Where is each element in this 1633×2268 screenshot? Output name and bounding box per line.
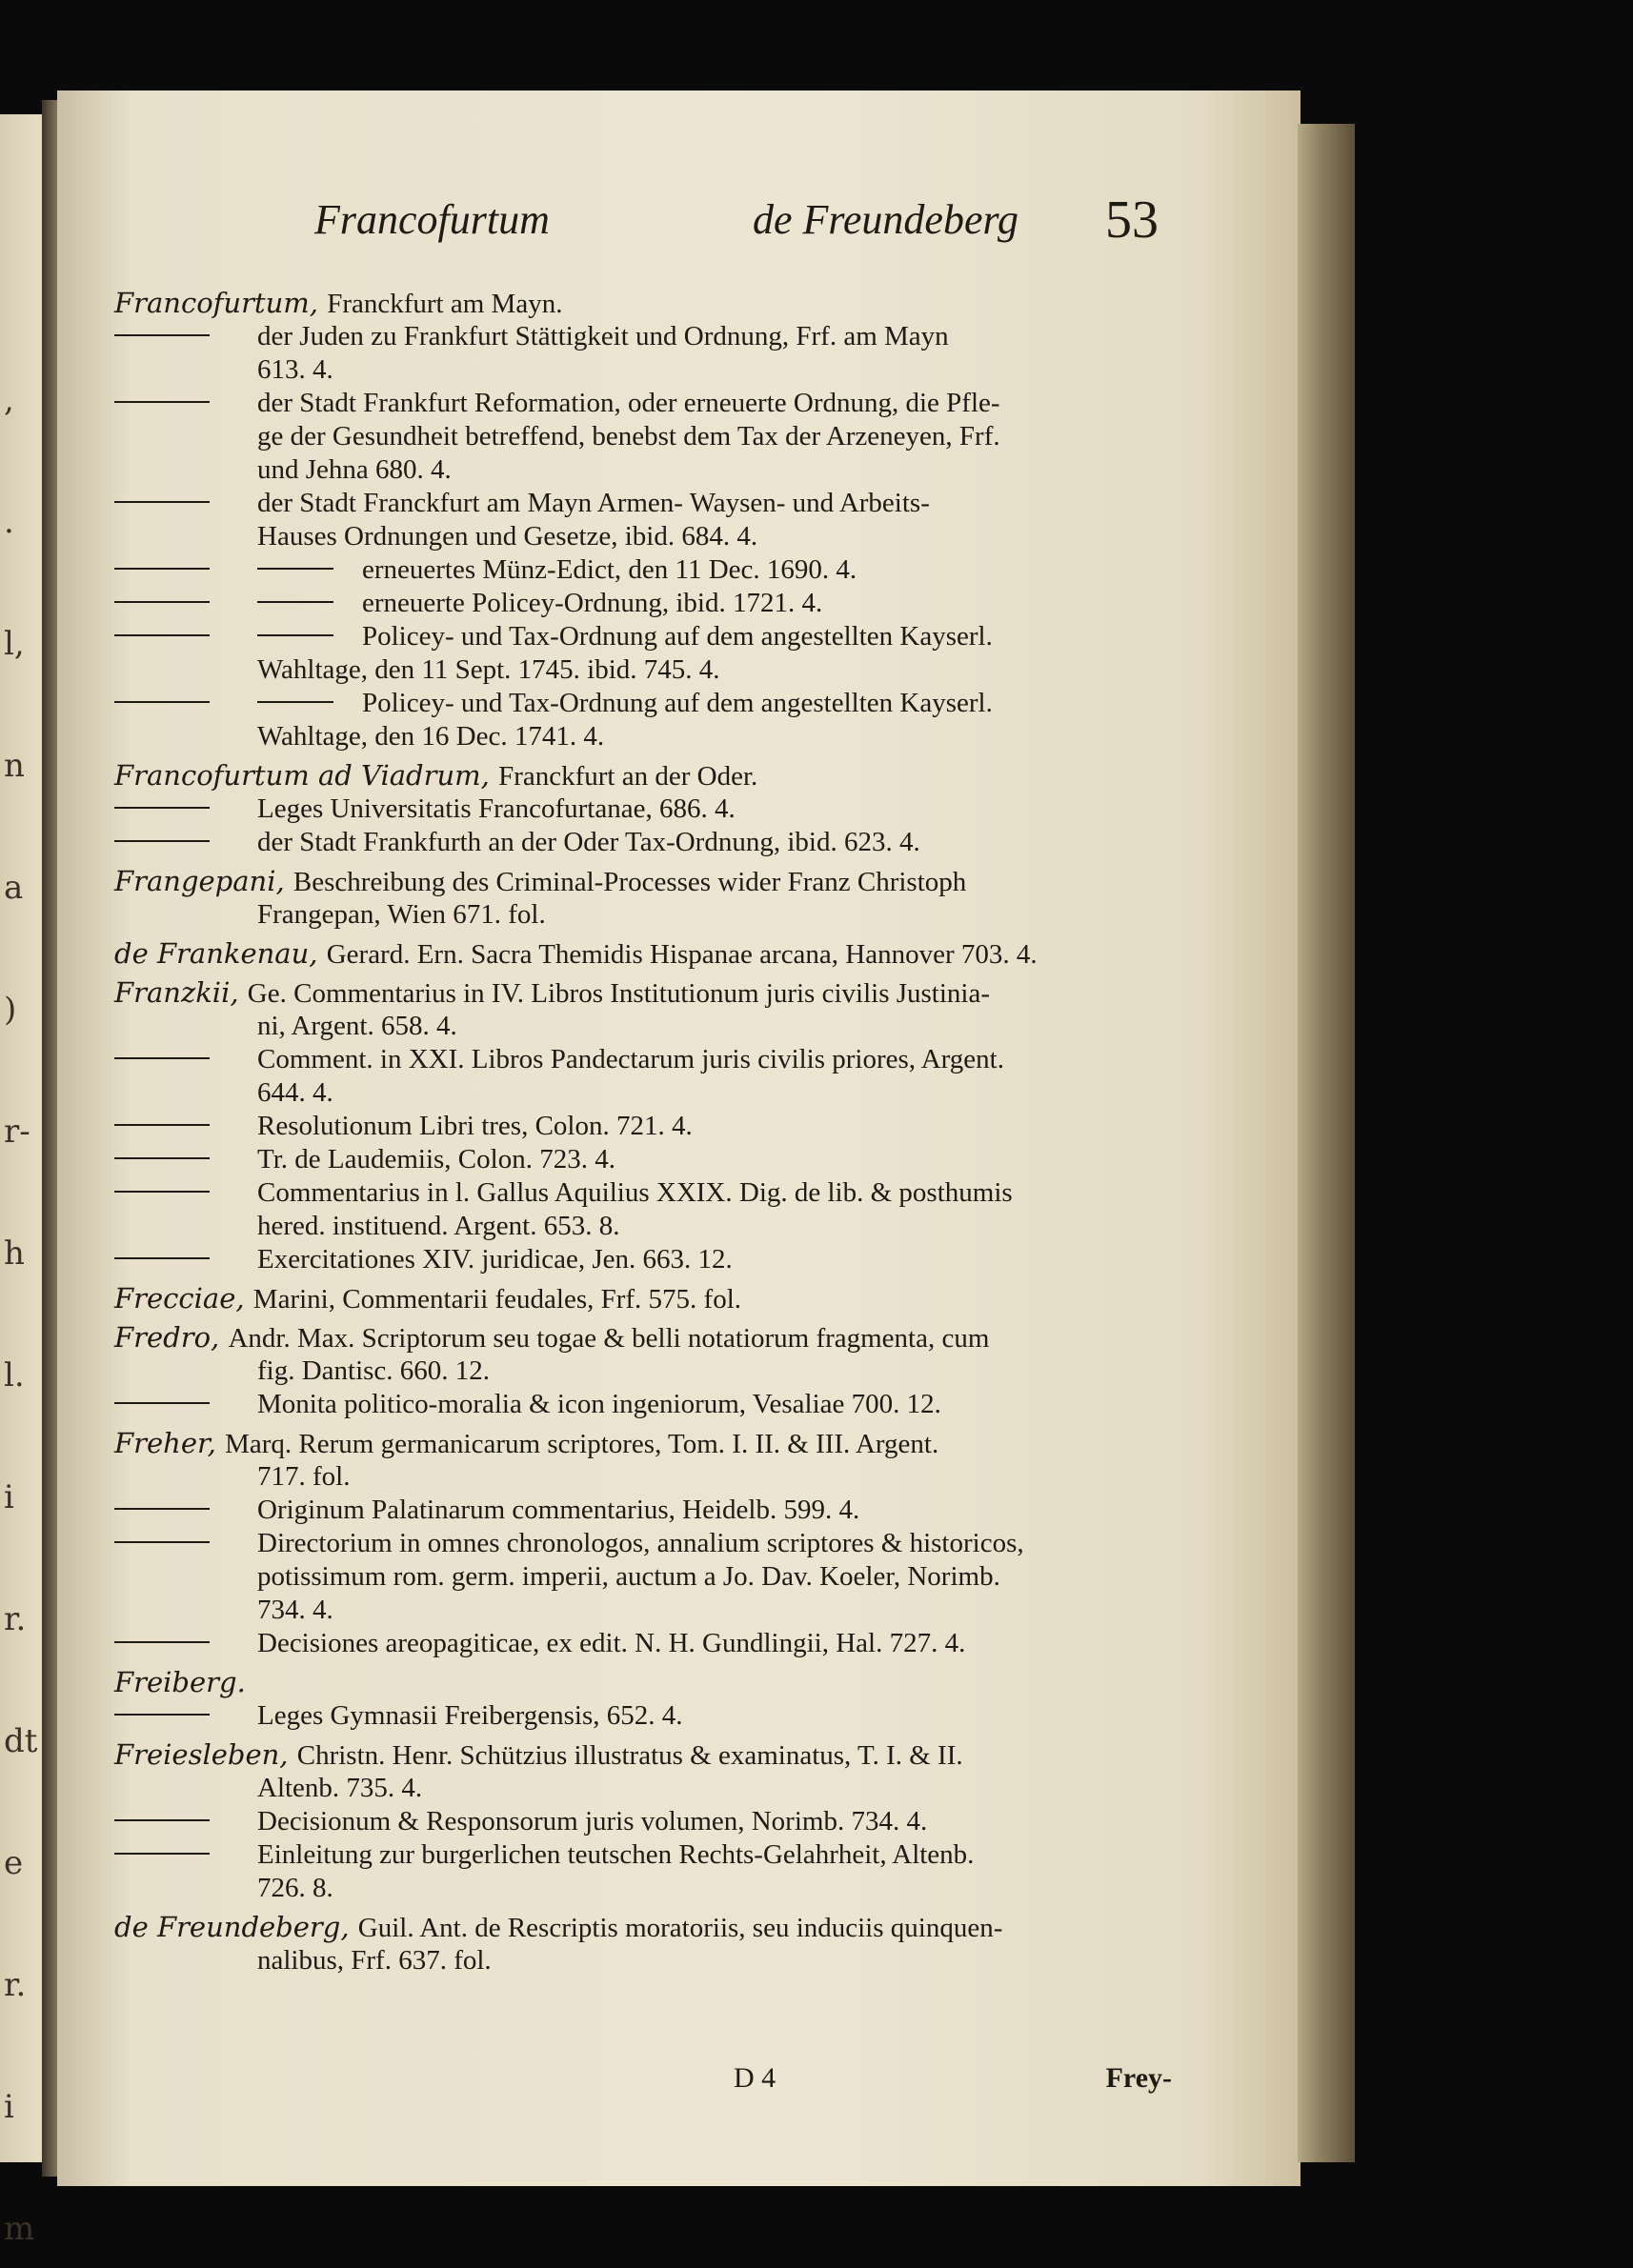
entry-text: hered. instituend. Argent. 653. 8. bbox=[257, 1211, 620, 1241]
entry-text: Franckfurt an der Oder. bbox=[498, 761, 758, 792]
entry-heading-line bbox=[114, 1666, 1191, 1699]
ditto-dash bbox=[114, 1257, 210, 1259]
ditto-dash bbox=[257, 701, 333, 703]
entry-continuation-line bbox=[114, 520, 1191, 553]
entry-text: Altenb. 735. 4. bbox=[257, 1773, 423, 1803]
ditto-dash bbox=[114, 1819, 210, 1821]
entry-text: Beschreibung des Criminal-Processes wider Franz Christoph bbox=[292, 867, 967, 897]
entry-heading-line bbox=[114, 976, 1191, 1010]
facing-page-glyph: , bbox=[4, 381, 14, 419]
entry-text: Tr. de Laudemiis, Colon. 723. 4. bbox=[257, 1144, 615, 1174]
entry-text: 734. 4. bbox=[257, 1595, 333, 1625]
entry-subentry-line bbox=[114, 1494, 1191, 1527]
facing-page-glyph: l, bbox=[4, 625, 25, 663]
entry-heading-line bbox=[114, 1282, 1191, 1315]
ditto-dash bbox=[114, 807, 210, 809]
facing-page-glyph: r. bbox=[4, 1966, 27, 2004]
ditto-dash bbox=[114, 1641, 210, 1643]
running-head-left: Francofurtum bbox=[314, 196, 550, 243]
entry-text: Policey- und Tax-Ordnung auf dem angestellten Kayserl. bbox=[362, 688, 993, 718]
entry-heading: Frangepani, bbox=[114, 865, 285, 897]
facing-page-glyph: r- bbox=[4, 1113, 30, 1151]
entry-subentry-line bbox=[114, 1143, 1191, 1176]
facing-page-glyph: r. bbox=[4, 1600, 27, 1638]
entry-text: 717. fol. bbox=[257, 1461, 351, 1492]
entry-text: Christn. Henr. Schützius illustratus & examinatus, T. I. & II. bbox=[296, 1740, 963, 1771]
entry-text: Ge. Commentarius in IV. Libros Institutionum juris civilis Justinia- bbox=[247, 978, 991, 1009]
entry-text: Marq. Rerum germanicarum scriptores, Tom. I. II. & III. Argent. bbox=[225, 1429, 939, 1459]
ditto-dash bbox=[114, 840, 210, 842]
entry-text: der Stadt Frankfurth an der Oder Tax-Ordnung, ibid. 623. 4. bbox=[257, 827, 920, 857]
entry-subentry-line bbox=[114, 587, 1191, 620]
entry-subentry-line bbox=[114, 320, 1191, 353]
entry-heading: Freiesleben, bbox=[114, 1738, 289, 1771]
page-edge bbox=[1298, 124, 1355, 2162]
entry-text: Policey- und Tax-Ordnung auf dem angestellten Kayserl. bbox=[362, 621, 993, 652]
entry-continuation-line bbox=[114, 420, 1191, 453]
running-head-right: de Freundeberg bbox=[753, 196, 1018, 243]
entry-subentry-line bbox=[114, 1043, 1191, 1076]
ditto-dash bbox=[114, 1124, 210, 1126]
entry-text: Monita politico-moralia & icon ingeniorum, Vesaliae 700. 12. bbox=[257, 1389, 941, 1419]
facing-page-glyph: a bbox=[4, 869, 24, 907]
entry-text: Franckfurt am Mayn. bbox=[327, 289, 563, 319]
entry-text: der Stadt Franckfurt am Mayn Armen- Waysen- und Arbeits- bbox=[257, 488, 930, 518]
entry-continuation-line bbox=[114, 1872, 1191, 1905]
ditto-dash bbox=[114, 1508, 210, 1510]
entry-heading-line bbox=[114, 937, 1191, 971]
entry-continuation-line bbox=[114, 720, 1191, 753]
entry-continuation-line bbox=[114, 1594, 1191, 1627]
entry-heading-line bbox=[114, 287, 1191, 320]
ditto-dash bbox=[114, 1853, 210, 1855]
facing-page-glyph: l. bbox=[4, 1356, 25, 1395]
ditto-dash bbox=[257, 634, 333, 636]
entry-text: Wahltage, den 11 Sept. 1745. ibid. 745. 4. bbox=[257, 654, 720, 685]
entry-continuation-line bbox=[114, 1560, 1191, 1594]
ditto-dash bbox=[114, 634, 210, 636]
entry-subentry-line bbox=[114, 1627, 1191, 1660]
entry-heading: Fredro, bbox=[114, 1321, 220, 1354]
entry-list bbox=[114, 281, 1191, 1977]
entry-continuation-line bbox=[114, 1355, 1191, 1388]
entry-text: ge der Gesundheit betreffend, benebst dem Tax der Arzeneyen, Frf. bbox=[257, 421, 1000, 452]
entry-text: Gerard. Ern. Sacra Themidis Hispanae arcana, Hannover 703. 4. bbox=[326, 939, 1038, 970]
entry-subentry-line bbox=[114, 1110, 1191, 1143]
entry-subentry-line bbox=[114, 1699, 1191, 1733]
entry-subentry-line bbox=[114, 1838, 1191, 1872]
entry-text: ni, Argent. 658. 4. bbox=[257, 1011, 457, 1041]
entry-continuation-line bbox=[114, 1210, 1191, 1243]
entry-text: 726. 8. bbox=[257, 1873, 333, 1903]
entry-heading: Franzkii, bbox=[114, 976, 239, 1009]
entry-text: 644. 4. bbox=[257, 1077, 333, 1108]
entry-continuation-line bbox=[114, 1944, 1191, 1977]
entry-text: Resolutionum Libri tres, Colon. 721. 4. bbox=[257, 1111, 693, 1141]
facing-page-glyph: ) bbox=[4, 991, 17, 1029]
entry-heading: Freiberg. bbox=[114, 1666, 246, 1698]
entry-text: Decisiones areopagiticae, ex edit. N. H. Gundlingii, Hal. 727. 4. bbox=[257, 1628, 966, 1658]
entry-subentry-line bbox=[114, 553, 1191, 587]
entry-text: Andr. Max. Scriptorum seu togae & belli notatiorum fragmenta, cum bbox=[228, 1323, 990, 1354]
entry-continuation-line bbox=[114, 653, 1191, 687]
entry-heading-line bbox=[114, 1427, 1191, 1460]
page-number: 53 bbox=[1105, 191, 1159, 250]
entry-text: und Jehna 680. 4. bbox=[257, 454, 452, 485]
entry-subentry-line bbox=[114, 793, 1191, 826]
entry-subentry-line bbox=[114, 826, 1191, 859]
facing-page-glyph: i bbox=[4, 2088, 14, 2126]
entry-subentry-line bbox=[114, 1388, 1191, 1421]
entry-text: Decisionum & Responsorum juris volumen, Norimb. 734. 4. bbox=[257, 1806, 928, 1836]
entry-subentry-line bbox=[114, 487, 1191, 520]
entry-text: Einleitung zur burgerlichen teutschen Rechts-Gelahrheit, Altenb. bbox=[257, 1839, 975, 1870]
entry-text: Frangepan, Wien 671. fol. bbox=[257, 899, 546, 930]
entry-subentry-line bbox=[114, 1805, 1191, 1838]
ditto-dash bbox=[114, 1191, 210, 1193]
entry-continuation-line bbox=[114, 1010, 1191, 1043]
entry-continuation-line bbox=[114, 453, 1191, 487]
entry-heading-line bbox=[114, 865, 1191, 898]
entry-text: 613. 4. bbox=[257, 354, 333, 385]
facing-page-glyph: h bbox=[4, 1234, 25, 1273]
ditto-dash bbox=[114, 1057, 210, 1059]
entry-heading-line bbox=[114, 1321, 1191, 1355]
entry-text: Leges Gymnasii Freibergensis, 652. 4. bbox=[257, 1700, 683, 1731]
entry-text: Comment. in XXI. Libros Pandectarum juris civilis priores, Argent. bbox=[257, 1044, 1004, 1074]
signature-mark: D 4 bbox=[734, 2062, 776, 2094]
entry-heading-line bbox=[114, 759, 1191, 793]
ditto-dash bbox=[114, 501, 210, 503]
entry-continuation-line bbox=[114, 353, 1191, 387]
ditto-dash bbox=[114, 568, 210, 570]
ditto-dash bbox=[257, 568, 333, 570]
page-footer bbox=[734, 2062, 1172, 2100]
entry-continuation-line bbox=[114, 1772, 1191, 1805]
entry-text: Exercitationes XIV. juridicae, Jen. 663. 12. bbox=[257, 1244, 733, 1274]
entry-heading: de Freundeberg, bbox=[114, 1911, 350, 1943]
ditto-dash bbox=[114, 1157, 210, 1159]
entry-text: Leges Universitatis Francofurtanae, 686. 4. bbox=[257, 793, 736, 824]
ditto-dash bbox=[114, 701, 210, 703]
running-header bbox=[305, 191, 1181, 252]
facing-page-glyph: . bbox=[4, 503, 14, 541]
entry-subentry-line bbox=[114, 687, 1191, 720]
entry-text: Directorium in omnes chronologos, annalium scriptores & historicos, bbox=[257, 1528, 1024, 1558]
facing-page-glyph: n bbox=[4, 747, 25, 785]
entry-text: Commentarius in l. Gallus Aquilius XXIX. Dig. de lib. & posthumis bbox=[257, 1177, 1013, 1208]
entry-continuation-line bbox=[114, 898, 1191, 932]
entry-text: Originum Palatinarum commentarius, Heidelb. 599. 4. bbox=[257, 1495, 860, 1525]
facing-page-glyph: i bbox=[4, 1478, 14, 1516]
entry-text: fig. Dantisc. 660. 12. bbox=[257, 1355, 491, 1386]
entry-text: Hauses Ordnungen und Gesetze, ibid. 684. 4. bbox=[257, 521, 758, 552]
ditto-dash bbox=[114, 1541, 210, 1543]
catchword: Frey- bbox=[1105, 2062, 1172, 2094]
entry-text: der Stadt Frankfurt Reformation, oder erneuerte Ordnung, die Pfle- bbox=[257, 388, 1000, 418]
ditto-dash bbox=[257, 601, 333, 603]
entry-heading: de Frankenau, bbox=[114, 937, 318, 970]
entry-subentry-line bbox=[114, 1176, 1191, 1210]
entry-subentry-line bbox=[114, 620, 1191, 653]
entry-heading: Frecciae, bbox=[114, 1282, 245, 1315]
entry-subentry-line bbox=[114, 387, 1191, 420]
entry-text: Wahltage, den 16 Dec. 1741. 4. bbox=[257, 721, 605, 752]
entry-text: erneuertes Münz-Edict, den 11 Dec. 1690. 4. bbox=[362, 554, 857, 585]
entry-continuation-line bbox=[114, 1076, 1191, 1110]
facing-page-glyph: e bbox=[4, 1844, 24, 1882]
entry-subentry-line bbox=[114, 1243, 1191, 1276]
ditto-dash bbox=[114, 601, 210, 603]
entry-text: der Juden zu Frankfurt Stättigkeit und Ordnung, Frf. am Mayn bbox=[257, 321, 949, 351]
entry-text: potissimum rom. germ. imperii, auctum a Jo. Dav. Koeler, Norimb. bbox=[257, 1561, 1000, 1592]
ditto-dash bbox=[114, 401, 210, 403]
entry-text: nalibus, Frf. 637. fol. bbox=[257, 1945, 492, 1976]
entry-text: Marini, Commentarii feudales, Frf. 575. fol. bbox=[252, 1284, 742, 1315]
entry-heading: Francofurtum, bbox=[114, 287, 318, 319]
facing-page-glyph: m bbox=[4, 2210, 35, 2248]
facing-page-glyph: dt bbox=[4, 1722, 38, 1760]
entry-text: Guil. Ant. de Rescriptis moratoriis, seu induciis quinquen- bbox=[357, 1913, 1003, 1943]
ditto-dash bbox=[114, 1402, 210, 1404]
entry-continuation-line bbox=[114, 1460, 1191, 1494]
entry-text: erneuerte Policey-Ordnung, ibid. 1721. 4. bbox=[362, 588, 823, 618]
entry-heading: Francofurtum ad Viadrum, bbox=[114, 759, 490, 792]
entry-heading-line bbox=[114, 1911, 1191, 1944]
entry-heading: Freher, bbox=[114, 1427, 216, 1459]
entry-subentry-line bbox=[114, 1527, 1191, 1560]
ditto-dash bbox=[114, 1714, 210, 1716]
entry-heading-line bbox=[114, 1738, 1191, 1772]
ditto-dash bbox=[114, 334, 210, 336]
